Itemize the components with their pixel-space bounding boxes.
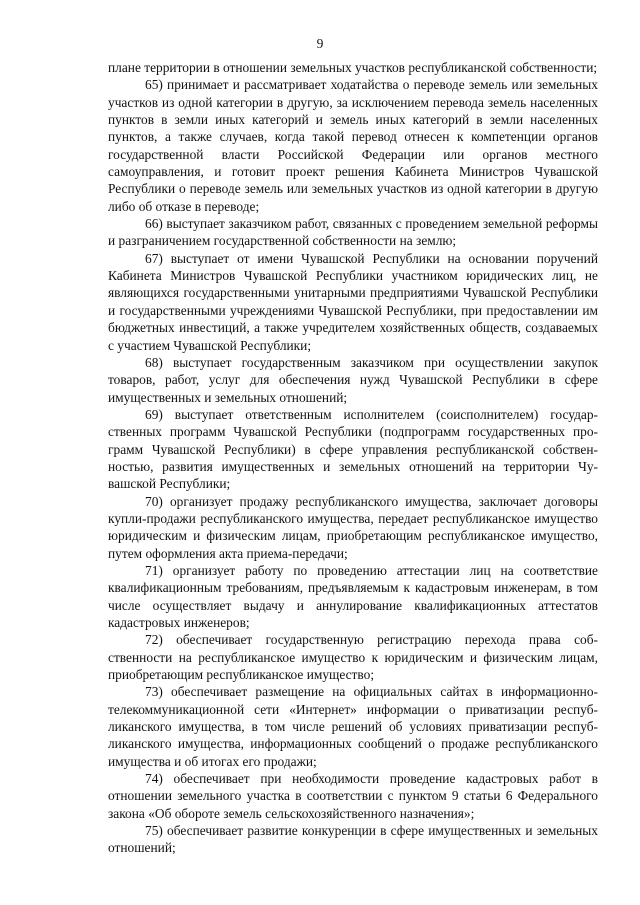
paragraph-item-68: 68) выступает государственным заказчиком при осуществлении закупок товаров, работ, услуг для обеспечения нужд Чувашской Республики в сфере имущественных и земельных отношений; bbox=[108, 354, 598, 405]
paragraph-item-69: 69) выступает ответственным исполнителем (соисполнителем) государственных программ Чувашской Республики (подпрограмм государственных программ Чувашской Республики) в сфере управления республиканской собственностью, развития имущественных и земельных отношений на территории Чувашской Республики; bbox=[108, 406, 598, 492]
paragraph-item-75: 75) обеспечивает развитие конкуренции в сфере имущественных и земельных отношений; bbox=[108, 823, 598, 856]
page-number: 9 bbox=[316, 36, 324, 51]
paragraph-item-65: 65) принимает и рассматривает ходатайства о переводе земель или земельных участков из одной категории в другую, за исключением перевода земель населенных пунктов в земли иных категорий и земель иных категорий в земли населенных пунктов, а также случаев, когда такой перевод отнесен к компетенции органов государственной власти Российской Федерации или органов местного самоуправления, и готовит проект решения Кабинета Министров Чувашской Республики о переводе земель или земельных участков из одной категории в другую либо об отказе в переводе; bbox=[108, 77, 598, 214]
paragraph-item-71: 71) организует работу по проведению аттестации лиц на соответствие квалификационным требованиям, предъявляемым к кадастровым инженерам, в том числе осуществляет выдачу и аннулирование квалификационных аттестатов кадастровых инженеров; bbox=[108, 562, 598, 630]
paragraph-continuation: плане территории в отношении земельных участков республиканской собственности; bbox=[108, 60, 598, 75]
document-body bbox=[108, 59, 598, 857]
paragraph-item-72: 72) обеспечивает государственную регистрацию перехода права собственности на республиканское имущество к юридическим и физическим лицам, приобретающим республиканское имущество; bbox=[108, 632, 598, 683]
paragraph-item-67: 67) выступает от имени Чувашской Республики на основании поручений Кабинета Министров Чувашской Республики участником юридических лиц, не являющихся государственными унитарными предприятиями Чувашской Республики и государственными учреждениями Чувашской Республики, при предоставлении им бюджетных инвестиций, а также учредителем хозяйственных обществ, создаваемых с участием Чувашской Республики; bbox=[108, 250, 598, 353]
paragraph-item-70: 70) организует продажу республиканского имущества, заключает договоры купли-продажи республиканского имущества, передает республиканское имущество юридическим и физическим лицам, приобретающим республиканское имущество, путем оформления акта приема-передачи; bbox=[108, 493, 598, 561]
paragraph-item-73: 73) обеспечивает размещение на официальных сайтах в информационно-телекоммуникационной сети «Интернет» информации о приватизации республиканского имущества, в том числе решений об условиях приватизации республиканского имущества, информационных сообщений о продаже республиканского имущества и об итогах его продажи; bbox=[108, 684, 598, 769]
paragraph-item-66: 66) выступает заказчиком работ, связанных с проведением земельной реформы и разграничением государственной собственности на землю; bbox=[108, 216, 598, 249]
paragraph-item-74: 74) обеспечивает при необходимости проведение кадастровых работ в отношении земельного участка в соответствии с пунктом 9 статьи 6 Федерального закона «Об обороте земель сельскохозяйственного назначения»; bbox=[108, 771, 598, 821]
